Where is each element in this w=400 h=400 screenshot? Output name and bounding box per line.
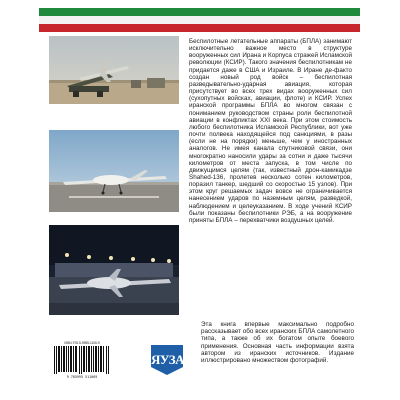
flag-stripe-white <box>39 16 360 24</box>
publisher-logo <box>151 345 183 375</box>
barcode-digits: 9 785995 511069 <box>66 375 98 379</box>
flag-stripe-red <box>39 24 360 32</box>
photo-drone-runway <box>49 130 179 212</box>
photo-drone-night-hangar <box>49 225 179 315</box>
flag-stripe-green <box>39 8 360 16</box>
book-back-cover <box>39 8 360 392</box>
photo-drone-launcher <box>49 36 179 104</box>
book-description: Беспилотные летательные аппараты (БПЛА) занимают исключительно важное место в структуре вооруженных сил Ирана и Корпуса стражей Исламской революции (КСИР). Такого значения беспилотникам не придается даже в США и Израиле. В Иране де-факто создан новый род войск – беспилотная разведывательно-ударная авиация, которая присутствует во всех трех видах вооруженных сил (сухопутных войсках, авиации, флоте) и КСИР. Успех иранской программы БПЛА во многом связан с пониманием руководством страны роли беспилотной авиации в конфликтах XXI века. При этом стоимость любого беспилотника Исламской Республики, вот уже почти полвека находящейся под санкциями, в разы (если не на порядки) меньше, чем у иностранных аналогов. Не имея канала спутниковой связи, они многократно наносили удары за сотни и даже тысячи километров от места запуска, в том числе по движущимся целям (так, известный дрон-камикадзе Shahed-136, пролетев несколько сотен километров, поразил танкер, шедший со скоростью 15 узлов). При этом круг решаемых задач вовсе не ограничивается нанесением ударов по наземным целям, разведкой, наблюдением и целеуказанием. В ходе учений КСИР были показаны беспилотники РЭБ, а на вооружение приняты БПЛА – перехватчики воздушных целей. <box>189 38 352 224</box>
publisher-logo-text: ЯУЗА <box>151 352 185 367</box>
book-summary: Эта книга впервые максимально подробно рассказывает обо всех иранских БПЛА самолетного типа, а также об их богатом опыте боевого применения. Основная часть информации взята автором из иранских источников. Издание иллюстрировано множеством фотографий. <box>201 321 354 365</box>
isbn-number: ISBN 978-5-9955-1106-9 <box>64 341 100 345</box>
isbn-barcode-block <box>53 341 111 379</box>
barcode-icon <box>53 346 111 374</box>
